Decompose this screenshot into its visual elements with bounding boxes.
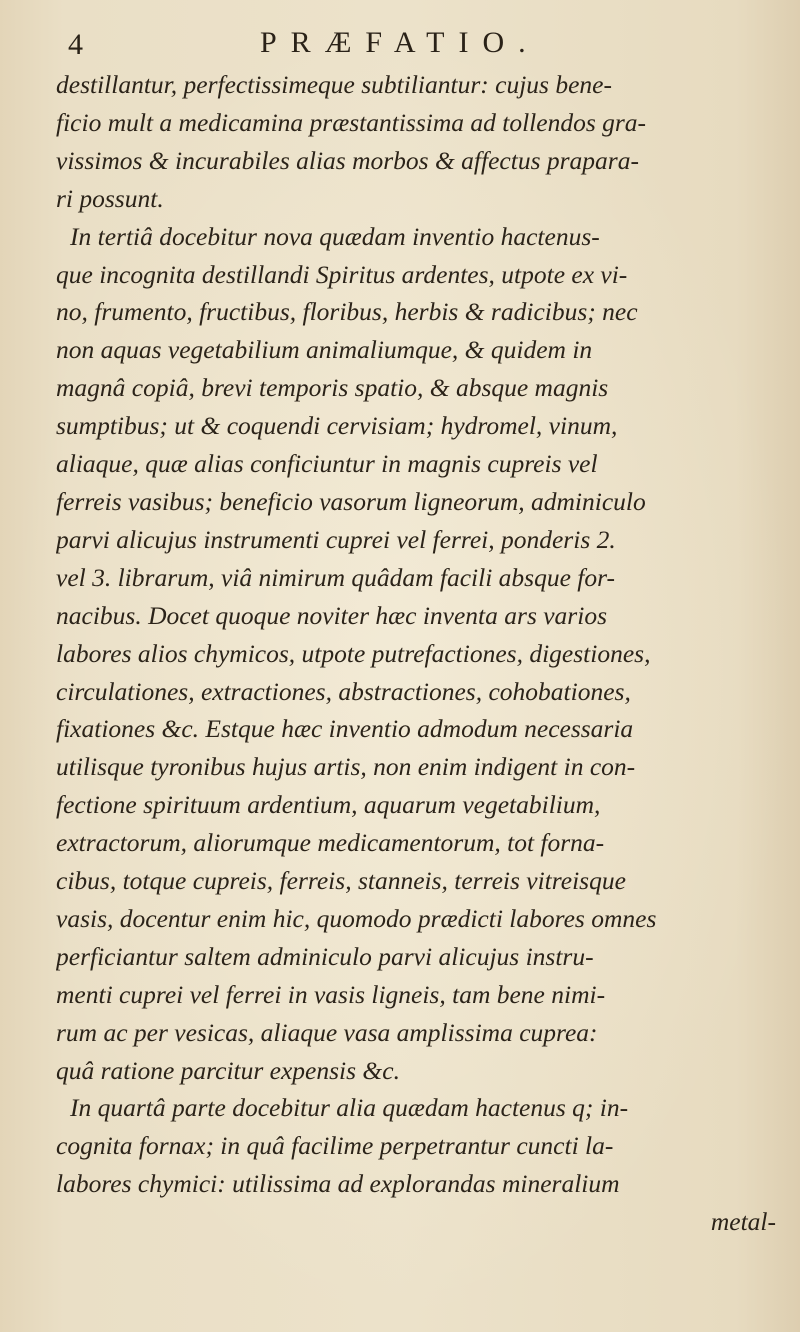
page-number: 4 (68, 28, 83, 61)
text-line: perficiantur saltem adminiculo parvi alicujus instru- (56, 941, 594, 971)
text-line: non aquas vegetabilium animaliumque, & quidem in (56, 335, 593, 365)
running-head: PRÆFATIO. (260, 26, 540, 59)
text-line: fixationes &c. Estque hæc inventio admodum necessaria (56, 714, 634, 744)
text-line: vel 3. librarum, viâ nimirum quâdam facili absque for- (56, 562, 616, 592)
text-line: sumptibus; ut & coquendi cervisiam; hydromel, vinum, (56, 411, 618, 441)
text-line: no, frumento, fructibus, floribus, herbis & radicibus; nec (56, 297, 638, 327)
text-line: aliaque, quæ alias conficiuntur in magnis cupreis vel (56, 449, 598, 479)
text-line: que incognita destillandi Spiritus ardentes, utpote ex vi- (56, 259, 628, 289)
text-line: cognita fornax; in quâ facilime perpetrantur cuncti la- (56, 1131, 614, 1161)
text-line: extractorum, aliorumque medicamentorum, tot forna- (56, 828, 605, 858)
text-line: fectione spirituum ardentium, aquarum vegetabilium, (56, 790, 601, 820)
page-header (60, 22, 740, 62)
text-line: magnâ copiâ, brevi temporis spatio, & absque magnis (56, 373, 609, 403)
text-line: labores chymici: utilissima ad explorandas mineralium (56, 1169, 620, 1199)
text-line: utilisque tyronibus hujus artis, non enim indigent in con- (56, 752, 636, 782)
text-line: ri possunt. (56, 183, 164, 213)
text-line: quâ ratione parcitur expensis &c. (56, 1055, 400, 1085)
text-line: destillantur, perfectissimeque subtiliantur: cujus bene- (56, 70, 612, 99)
body-text (56, 66, 780, 1241)
text-line: ficio mult a medicamina præstantissima ad tollendos gra- (56, 107, 647, 137)
text-line: parvi alicujus instrumenti cuprei vel ferrei, ponderis 2. (56, 524, 616, 554)
text-line: cibus, totque cupreis, ferreis, stanneis, terreis vitreisque (56, 866, 626, 896)
text-line: labores alios chymicos, utpote putrefactiones, digestiones, (56, 638, 651, 668)
text-line: menti cuprei vel ferrei in vasis ligneis, tam bene nimi- (56, 979, 606, 1009)
text-line: vasis, docentur enim hic, quomodo prædicti labores omnes (56, 903, 657, 933)
text-line: circulationes, extractiones, abstractiones, cohobationes, (56, 676, 631, 706)
text-line: nacibus. Docet quoque noviter hæc inventa ars varios (56, 600, 607, 630)
text-line: In tertiâ docebitur nova quædam inventio hactenus- (70, 221, 600, 251)
text-line: ferreis vasibus; beneficio vasorum ligneorum, adminiculo (56, 486, 646, 516)
text-line: In quartâ parte docebitur alia quædam hactenus q; in- (70, 1093, 629, 1123)
text-line: vissimos & incurabiles alias morbos & affectus prapara- (56, 145, 639, 175)
text-line: rum ac per vesicas, aliaque vasa amplissima cuprea: (56, 1017, 598, 1047)
catchword: metal- (710, 1207, 776, 1237)
